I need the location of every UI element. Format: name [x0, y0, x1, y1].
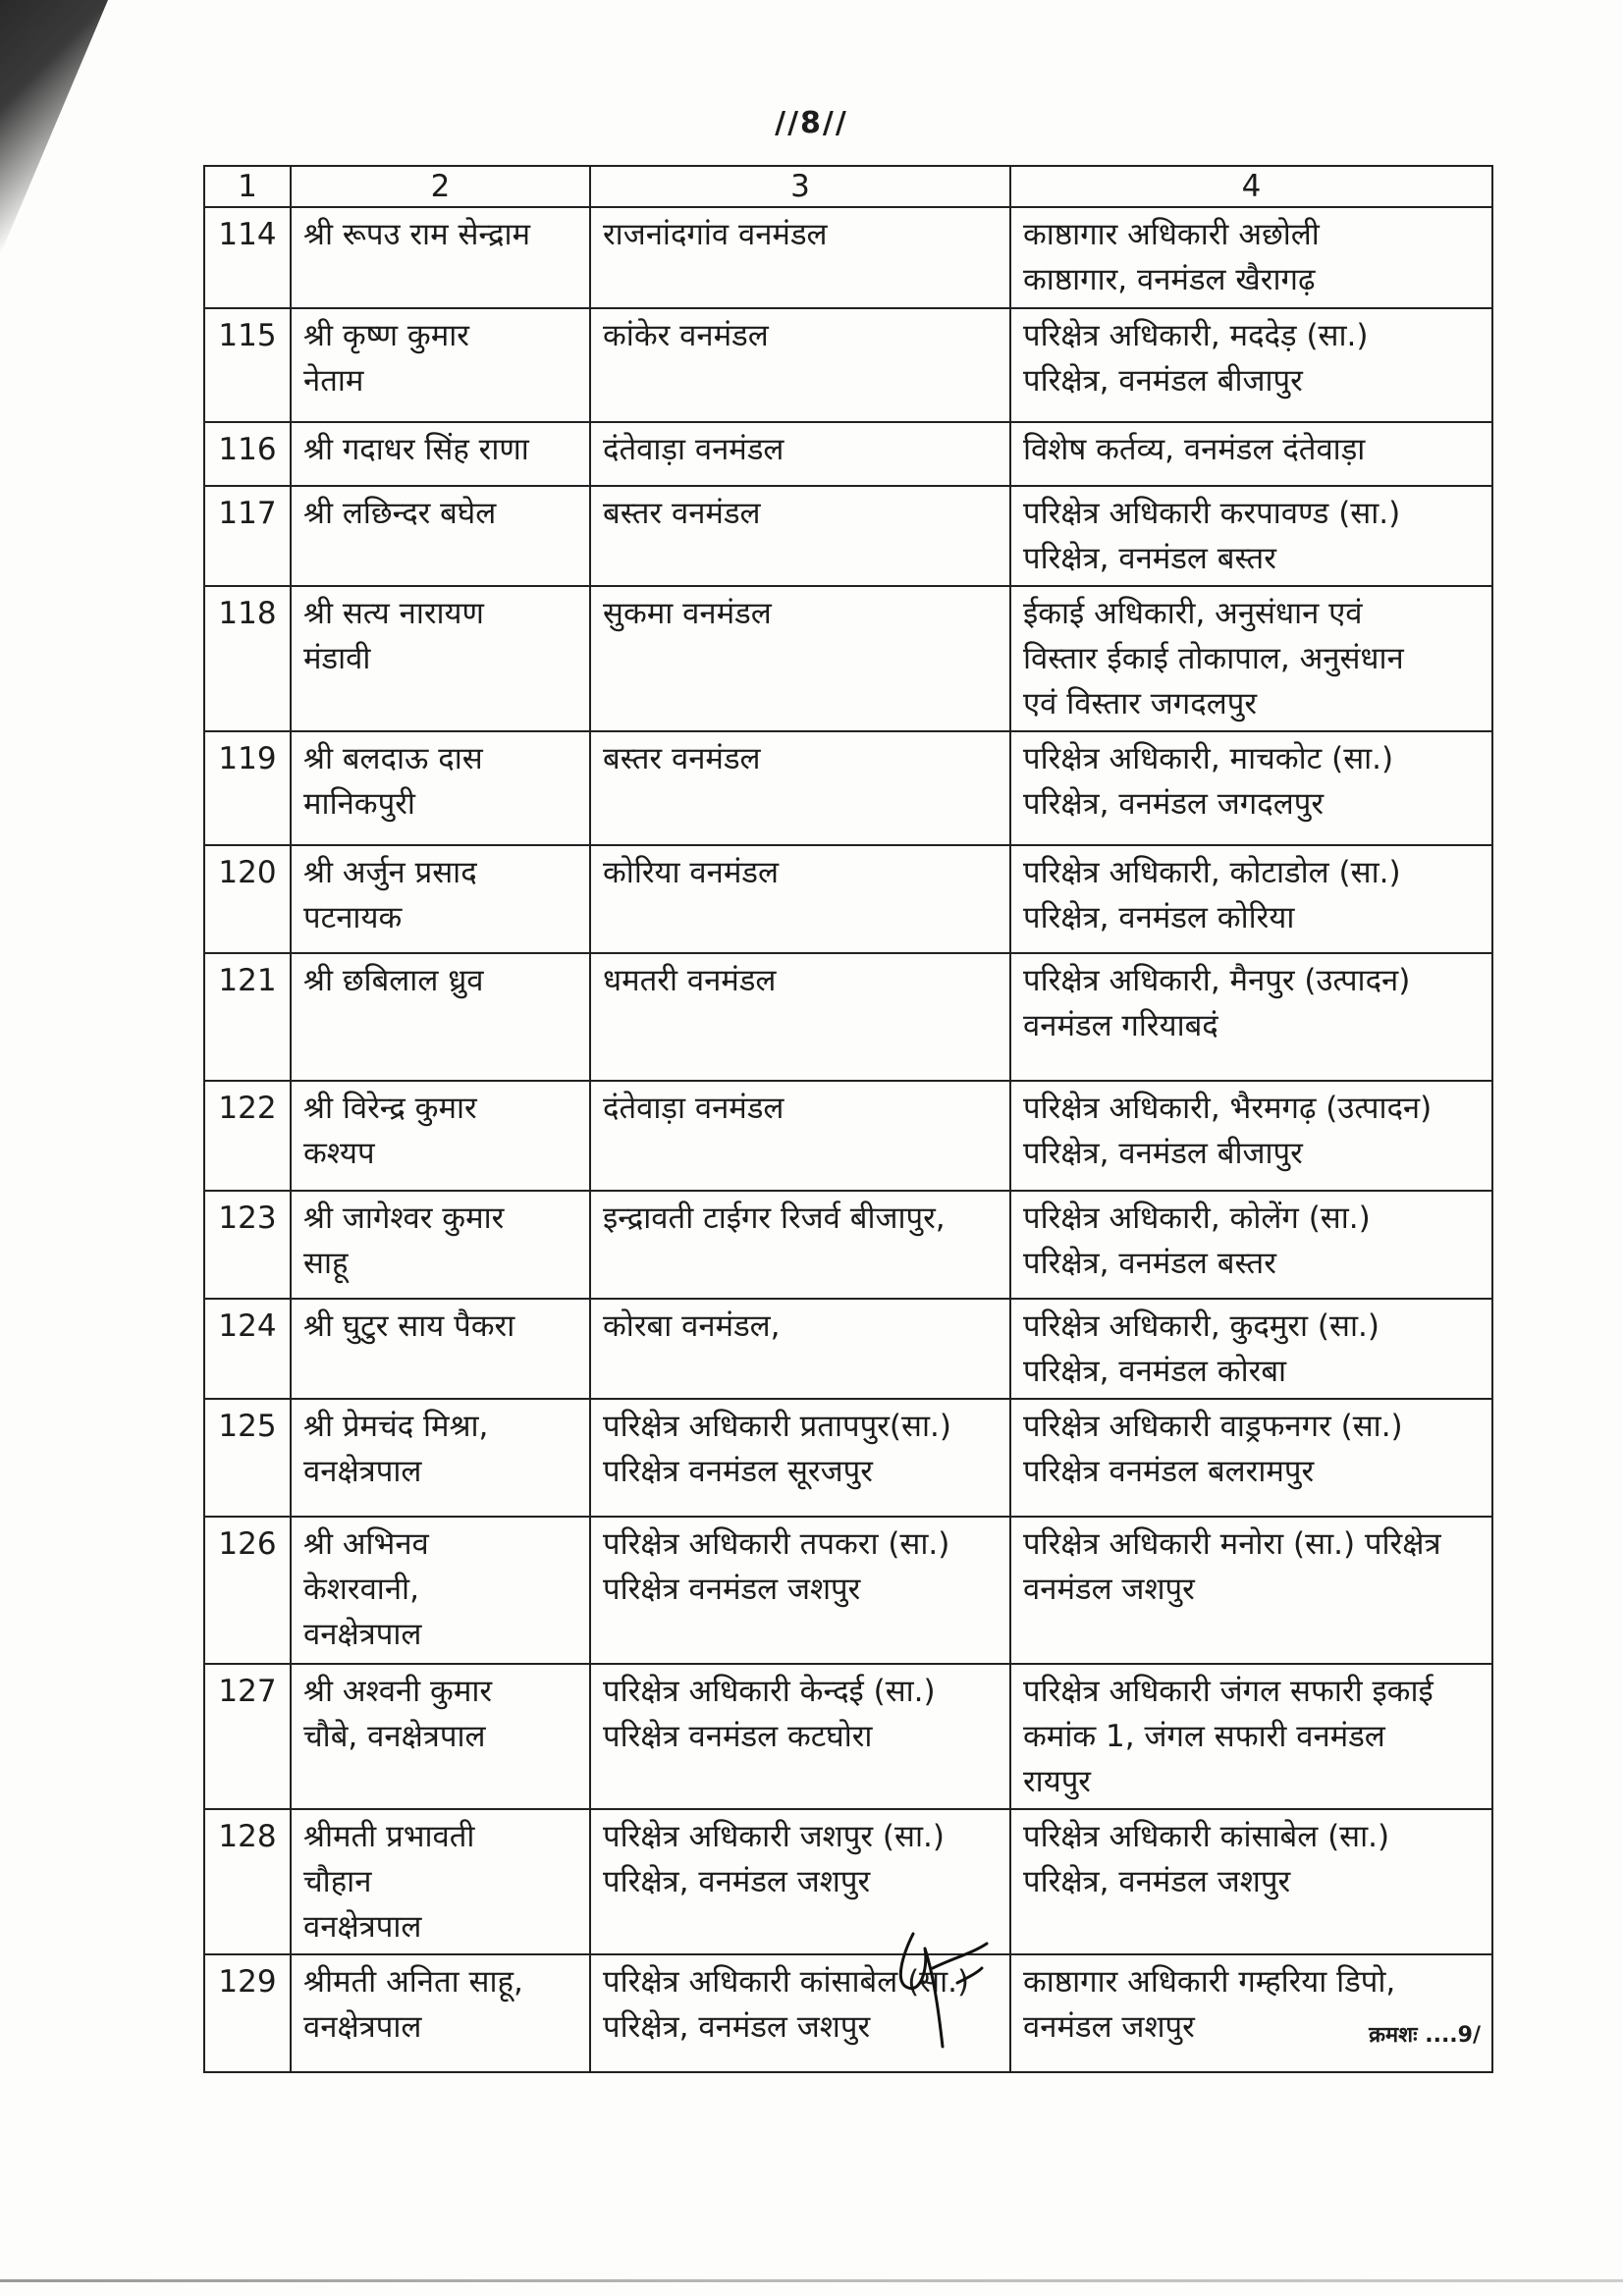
table-row: [204, 1081, 1492, 1191]
officer-name: श्री कृष्ण कुमार नेताम: [291, 308, 590, 422]
serial-number: 119: [204, 731, 291, 845]
column-header: 1: [204, 166, 291, 207]
table-row: [204, 1664, 1492, 1809]
current-posting: दंतेवाड़ा वनमंडल: [590, 422, 1010, 486]
new-posting: परिक्षेत्र अधिकारी, मददेड़ (सा.) परिक्षेत्र, वनमंडल बीजापुर: [1010, 308, 1492, 422]
officer-name: श्रीमती प्रभावती चौहान वनक्षेत्रपाल: [291, 1809, 590, 1954]
serial-number: 128: [204, 1809, 291, 1954]
current-posting: बस्तर वनमंडल: [590, 486, 1010, 586]
serial-number: 121: [204, 953, 291, 1081]
current-posting: परिक्षेत्र अधिकारी केन्दई (सा.) परिक्षेत्र वनमंडल कटघोरा: [590, 1664, 1010, 1809]
table-row: [204, 486, 1492, 586]
officer-name: श्री अर्जुन प्रसाद पटनायक: [291, 845, 590, 953]
new-posting: विशेष कर्तव्य, वनमंडल दंतेवाड़ा: [1010, 422, 1492, 486]
serial-number: 117: [204, 486, 291, 586]
current-posting: कांकेर वनमंडल: [590, 308, 1010, 422]
table-row: [204, 953, 1492, 1081]
table-row: [204, 422, 1492, 486]
table-header-row: [204, 166, 1492, 207]
officer-name: श्री सत्य नारायण मंडावी: [291, 586, 590, 731]
new-posting: परिक्षेत्र अधिकारी, कोटाडोल (सा.) परिक्षेत्र, वनमंडल कोरिया: [1010, 845, 1492, 953]
table-row: [204, 1809, 1492, 1954]
new-posting: परिक्षेत्र अधिकारी करपावण्ड (सा.) परिक्षेत्र, वनमंडल बस्तर: [1010, 486, 1492, 586]
continued-note: क्रमशः ....9/: [1369, 2023, 1481, 2048]
current-posting: परिक्षेत्र अधिकारी जशपुर (सा.) परिक्षेत्र, वनमंडल जशपुर: [590, 1809, 1010, 1954]
current-posting: परिक्षेत्र अधिकारी प्रतापपुर(सा.) परिक्षेत्र वनमंडल सूरजपुर: [590, 1399, 1010, 1517]
new-posting: परिक्षेत्र अधिकारी, कुदमुरा (सा.) परिक्षेत्र, वनमंडल कोरबा: [1010, 1299, 1492, 1399]
new-posting: परिक्षेत्र अधिकारी मनोरा (सा.) परिक्षेत्र वनमंडल जशपुर: [1010, 1517, 1492, 1664]
serial-number: 120: [204, 845, 291, 953]
current-posting: परिक्षेत्र अधिकारी तपकरा (सा.) परिक्षेत्र वनमंडल जशपुर: [590, 1517, 1010, 1664]
officer-name: श्री लछिन्दर बघेल: [291, 486, 590, 586]
column-header: 2: [291, 166, 590, 207]
table-row: [204, 731, 1492, 845]
table-row: [204, 586, 1492, 731]
current-posting: धमतरी वनमंडल: [590, 953, 1010, 1081]
officer-name: श्री जागेश्वर कुमार साहू: [291, 1191, 590, 1299]
serial-number: 123: [204, 1191, 291, 1299]
table-row: [204, 845, 1492, 953]
officer-name: श्री अभिनव केशरवानी, वनक्षेत्रपाल: [291, 1517, 590, 1664]
transfer-table: [203, 165, 1493, 2073]
officer-name: श्री रूपउ राम सेन्द्राम: [291, 207, 590, 308]
serial-number: 116: [204, 422, 291, 486]
table-row: [204, 1191, 1492, 1299]
serial-number: 125: [204, 1399, 291, 1517]
serial-number: 122: [204, 1081, 291, 1191]
new-posting: काष्ठागार अधिकारी गम्हरिया डिपो, वनमंडल जशपुर: [1010, 1954, 1492, 2072]
serial-number: 124: [204, 1299, 291, 1399]
current-posting: परिक्षेत्र अधिकारी कांसाबेल (सा.) परिक्षेत्र, वनमंडल जशपुर: [590, 1954, 1010, 2072]
current-posting: सुकमा वनमंडल: [590, 586, 1010, 731]
new-posting: परिक्षेत्र अधिकारी, भैरमगढ़ (उत्पादन) परिक्षेत्र, वनमंडल बीजापुर: [1010, 1081, 1492, 1191]
officer-name: श्री बलदाऊ दास मानिकपुरी: [291, 731, 590, 845]
new-posting: परिक्षेत्र अधिकारी कांसाबेल (सा.) परिक्षेत्र, वनमंडल जशपुर: [1010, 1809, 1492, 1954]
officer-name: श्री छबिलाल ध्रुव: [291, 953, 590, 1081]
new-posting: परिक्षेत्र अधिकारी, मैनपुर (उत्पादन) वनमंडल गरियाबदं: [1010, 953, 1492, 1081]
serial-number: 118: [204, 586, 291, 731]
signature: [884, 1914, 992, 2052]
table-row: [204, 1299, 1492, 1399]
table-row: [204, 207, 1492, 308]
new-posting: परिक्षेत्र अधिकारी, कोलेंग (सा.) परिक्षेत्र, वनमंडल बस्तर: [1010, 1191, 1492, 1299]
current-posting: इन्द्रावती टाईगर रिजर्व बीजापुर,: [590, 1191, 1010, 1299]
officer-name: श्रीमती अनिता साहू, वनक्षेत्रपाल: [291, 1954, 590, 2072]
column-header: 4: [1010, 166, 1492, 207]
new-posting: ईकाई अधिकारी, अनुसंधान एवं विस्तार ईकाई तोकापाल, अनुसंधान एवं विस्तार जगदलपुर: [1010, 586, 1492, 731]
serial-number: 115: [204, 308, 291, 422]
current-posting: कोरिया वनमंडल: [590, 845, 1010, 953]
current-posting: बस्तर वनमंडल: [590, 731, 1010, 845]
current-posting: कोरबा वनमंडल,: [590, 1299, 1010, 1399]
officer-name: श्री गदाधर सिंह राणा: [291, 422, 590, 486]
officer-name: श्री अश्वनी कुमार चौबे, वनक्षेत्रपाल: [291, 1664, 590, 1809]
new-posting: परिक्षेत्र अधिकारी, माचकोट (सा.) परिक्षेत्र, वनमंडल जगदलपुर: [1010, 731, 1492, 845]
table-row: [204, 308, 1492, 422]
serial-number: 127: [204, 1664, 291, 1809]
serial-number: 126: [204, 1517, 291, 1664]
new-posting: परिक्षेत्र अधिकारी वाड्रफनगर (सा.) परिक्षेत्र वनमंडल बलरामपुर: [1010, 1399, 1492, 1517]
officer-name: श्री विरेन्द्र कुमार कश्यप: [291, 1081, 590, 1191]
serial-number: 129: [204, 1954, 291, 2072]
serial-number: 114: [204, 207, 291, 308]
current-posting: राजनांदगांव वनमंडल: [590, 207, 1010, 308]
table-row: [204, 1954, 1492, 2072]
new-posting: काष्ठागार अधिकारी अछोली काष्ठागार, वनमंडल खैरागढ़: [1010, 207, 1492, 308]
officer-name: श्री प्रेमचंद मिश्रा, वनक्षेत्रपाल: [291, 1399, 590, 1517]
table-row: [204, 1517, 1492, 1664]
current-posting: दंतेवाड़ा वनमंडल: [590, 1081, 1010, 1191]
table-row: [204, 1399, 1492, 1517]
new-posting: परिक्षेत्र अधिकारी जंगल सफारी इकाई कमांक 1, जंगल सफारी वनमंडल रायपुर: [1010, 1664, 1492, 1809]
scan-edge-line: [0, 2279, 1623, 2282]
officer-name: श्री घुटुर साय पैकरा: [291, 1299, 590, 1399]
column-header: 3: [590, 166, 1010, 207]
page-number: //8//: [775, 106, 848, 140]
